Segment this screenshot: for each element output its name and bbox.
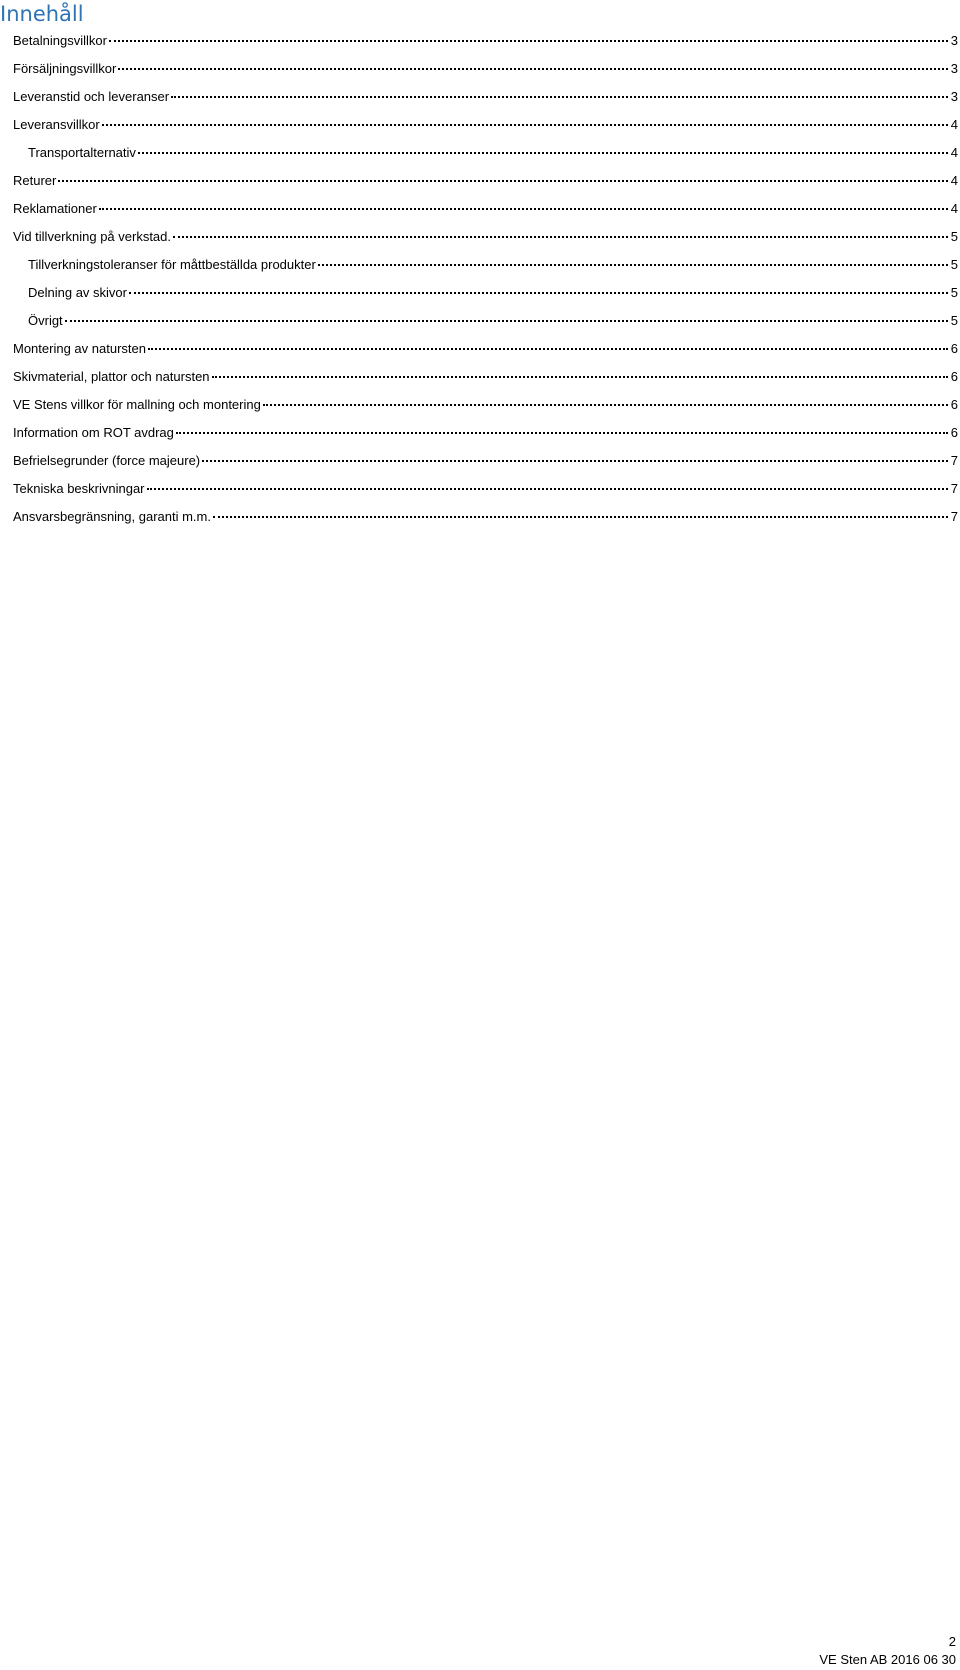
toc-entry-page: 3: [950, 33, 958, 48]
toc-entry-befrielsegrunder[interactable]: [13, 447, 958, 475]
toc-leader-dots: [318, 263, 948, 266]
toc-entry-label: Tillverkningstoleranser för måttbeställda produkter: [28, 257, 316, 272]
toc-entry-page: 4: [950, 201, 958, 216]
toc-leader-dots: [176, 431, 948, 434]
toc-entry-label: Vid tillverkning på verkstad.: [13, 229, 172, 244]
toc-leader-dots: [58, 179, 948, 182]
toc-entry-ovrigt[interactable]: [13, 307, 958, 335]
toc-entry-label: Betalningsvillkor: [13, 33, 107, 48]
toc-entry-page: 7: [950, 509, 958, 524]
toc-entry-page: 5: [950, 313, 958, 328]
toc-entry-label: Delning av skivor: [28, 285, 127, 300]
toc-leader-dots: [138, 151, 948, 154]
toc-entry-page: 4: [950, 117, 958, 132]
footer-page-number: 2: [948, 1634, 956, 1649]
toc-entry-delning-av-skivor[interactable]: [13, 279, 958, 307]
toc-title: Innehåll: [0, 2, 84, 26]
toc-entry-returer[interactable]: [13, 167, 958, 195]
footer-company-date: VE Sten AB 2016 06 30: [819, 1652, 956, 1667]
toc-entry-reklamationer[interactable]: [13, 195, 958, 223]
toc-entry-label: Skivmaterial, plattor och natursten: [13, 369, 210, 384]
toc-leader-dots: [102, 123, 948, 126]
toc-entry-page: 7: [950, 481, 958, 496]
toc-entry-label: Returer: [13, 173, 57, 188]
toc-entry-forsaljningsvillkor[interactable]: [13, 55, 958, 83]
toc-entry-page: 6: [950, 425, 958, 440]
toc-entry-label: Försäljningsvillkor: [13, 61, 117, 76]
toc-entry-page: 6: [950, 397, 958, 412]
toc-entry-page: 6: [950, 341, 958, 356]
toc-entry-montering[interactable]: [13, 335, 958, 363]
toc-entry-rot-avdrag[interactable]: [13, 419, 958, 447]
toc-entry-page: 6: [950, 369, 958, 384]
toc-entry-ve-stens-villkor[interactable]: [13, 391, 958, 419]
toc-leader-dots: [118, 67, 948, 70]
toc-entry-page: 3: [950, 89, 958, 104]
toc-entry-label: Leveransvillkor: [13, 117, 100, 132]
toc-leader-dots: [99, 207, 948, 210]
toc-leader-dots: [129, 291, 948, 294]
toc-entry-label: Transportalternativ: [28, 145, 136, 160]
toc-entry-leveransvillkor[interactable]: [13, 111, 958, 139]
toc-entry-skivmaterial[interactable]: [13, 363, 958, 391]
toc-entry-label: VE Stens villkor för mallning och montering: [13, 397, 261, 412]
toc-entry-tekniska-beskrivningar[interactable]: [13, 475, 958, 503]
toc-entry-label: Övrigt: [28, 313, 63, 328]
toc-entry-page: 4: [950, 145, 958, 160]
toc-entry-ansvarsbegransning[interactable]: [13, 503, 958, 531]
toc-leader-dots: [212, 375, 948, 378]
toc-leader-dots: [263, 403, 948, 406]
toc-entry-label: Reklamationer: [13, 201, 97, 216]
toc-leader-dots: [147, 487, 948, 490]
toc-leader-dots: [202, 459, 948, 462]
table-of-contents: [13, 27, 958, 531]
toc-entry-page: 5: [950, 285, 958, 300]
toc-entry-page: 3: [950, 61, 958, 76]
toc-entry-page: 5: [950, 229, 958, 244]
toc-leader-dots: [65, 319, 948, 322]
toc-entry-page: 7: [950, 453, 958, 468]
toc-entry-page: 5: [950, 257, 958, 272]
toc-entry-label: Ansvarsbegränsning, garanti m.m.: [13, 509, 211, 524]
toc-entry-betalningsvillkor[interactable]: [13, 27, 958, 55]
toc-entry-label: Befrielsegrunder (force majeure): [13, 453, 201, 468]
toc-entry-label: Montering av natursten: [13, 341, 146, 356]
toc-entry-page: 4: [950, 173, 958, 188]
toc-leader-dots: [173, 235, 948, 238]
toc-entry-vid-tillverkning[interactable]: [13, 223, 958, 251]
toc-entry-label: Information om ROT avdrag: [13, 425, 174, 440]
toc-leader-dots: [109, 39, 948, 42]
toc-leader-dots: [213, 515, 948, 518]
toc-entry-label: Tekniska beskrivningar: [13, 481, 145, 496]
toc-entry-label: Leveranstid och leveranser: [13, 89, 170, 104]
toc-entry-transportalternativ[interactable]: [13, 139, 958, 167]
toc-leader-dots: [148, 347, 948, 350]
toc-entry-tillverkningstoleranser[interactable]: [13, 251, 958, 279]
toc-leader-dots: [171, 95, 948, 98]
toc-entry-leveranstid[interactable]: [13, 83, 958, 111]
